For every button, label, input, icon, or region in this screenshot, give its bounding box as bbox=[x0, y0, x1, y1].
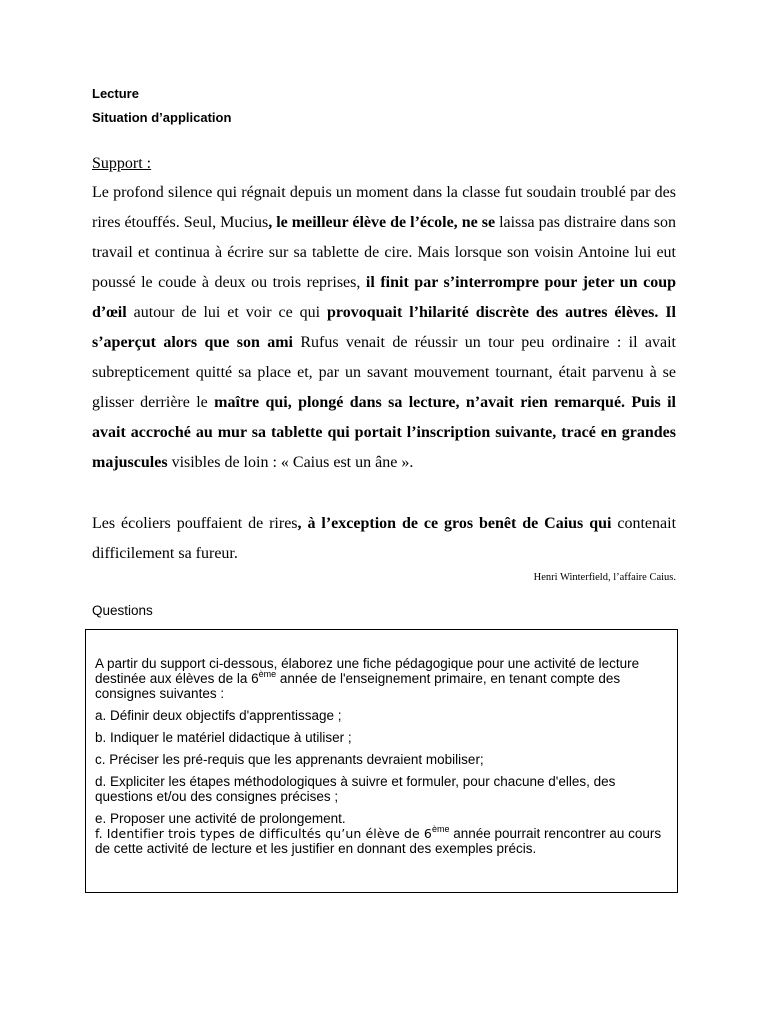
passage-paragraph-1 bbox=[92, 178, 676, 478]
questions-box bbox=[85, 629, 678, 893]
passage-text: laissa pas distraire dans son travail et continua à écrire sur sa tablette de cire. Mais lorsque son voisin Antoine lui eut poussé le coude à deux ou trois reprises, bbox=[92, 214, 676, 291]
intro-text: A partir du support ci-dessous, élaborez une fiche pédagogique pour une activité de lecture destinée aux élèves de la 6 bbox=[95, 656, 640, 686]
passage-text: Rufus venait de réussir un tour peu ordinaire : il avait subrepticement quitté sa place et, par un savant mouvement tournant, était parvenu à se glisser derrière le bbox=[92, 334, 676, 411]
question-f-text: année pourrait rencontrer au cours de cette activité de lecture et les justifier en donnant des exemples précis. bbox=[95, 826, 662, 856]
question-d: d. Expliciter les étapes méthodologiques à suivre et formuler, pour chacune d'elles, des questions et/ou des consignes précises ; bbox=[95, 774, 616, 804]
passage-bold-text: , le meilleur élève de l’école, ne se bbox=[268, 214, 496, 231]
passage-bold-text: il finit par s’interrompre pour jeter un coup d’œil bbox=[92, 274, 677, 321]
passage-text: Les écoliers pouffaient de rires bbox=[92, 515, 298, 532]
document-title: Lecture bbox=[92, 86, 139, 101]
questions-intro bbox=[95, 656, 668, 701]
question-c: c. Préciser les pré-requis que les apprenants devraient mobiliser; bbox=[95, 752, 484, 767]
passage-text: autour de lui et voir ce qui bbox=[126, 304, 327, 321]
document-subtitle: Situation d’application bbox=[92, 110, 232, 125]
question-a: a. Définir deux objectifs d'apprentissage ; bbox=[95, 708, 342, 723]
passage-bold-text: , à l’exception de ce gros benêt de Caius qui bbox=[297, 515, 612, 532]
passage-text: contenait difficilement sa fureur. bbox=[92, 515, 677, 562]
intro-text: année de l'enseignement primaire, en tenant compte des consignes suivantes : bbox=[95, 671, 621, 701]
support-label: Support : bbox=[92, 155, 152, 172]
superscript: ème bbox=[258, 669, 277, 679]
attribution: Henri Winterfield, l’affaire Caius. bbox=[533, 572, 676, 583]
question-f-text: f. Identifier trois types de difficultés qu’un élève de 6 bbox=[95, 826, 432, 841]
passage-paragraph-2 bbox=[92, 509, 676, 569]
question-b: b. Indiquer le matériel didactique à utiliser ; bbox=[95, 730, 352, 745]
question-e: e. Proposer une activité de prolongement. bbox=[95, 811, 346, 826]
passage-text: Le profond silence qui régnait depuis un moment dans la classe fut soudain troublé par des rires étouffés. Seul, Mucius bbox=[92, 184, 676, 231]
passage-bold-text: maître qui, plongé dans sa lecture, n’avait rien remarqué. Puis il avait accroché au mur sa tablette qui portait l’inscription suivante, tracé en grandes majuscules bbox=[92, 394, 676, 471]
passage-bold-text: provoquait l’hilarité discrète des autres élèves. Il s’aperçut alors que son ami bbox=[92, 304, 676, 351]
superscript: ème bbox=[431, 824, 450, 834]
questions-heading: Questions bbox=[92, 603, 153, 618]
question-f bbox=[95, 826, 668, 856]
passage-text: visibles de loin : « Caius est un âne ». bbox=[167, 454, 414, 471]
